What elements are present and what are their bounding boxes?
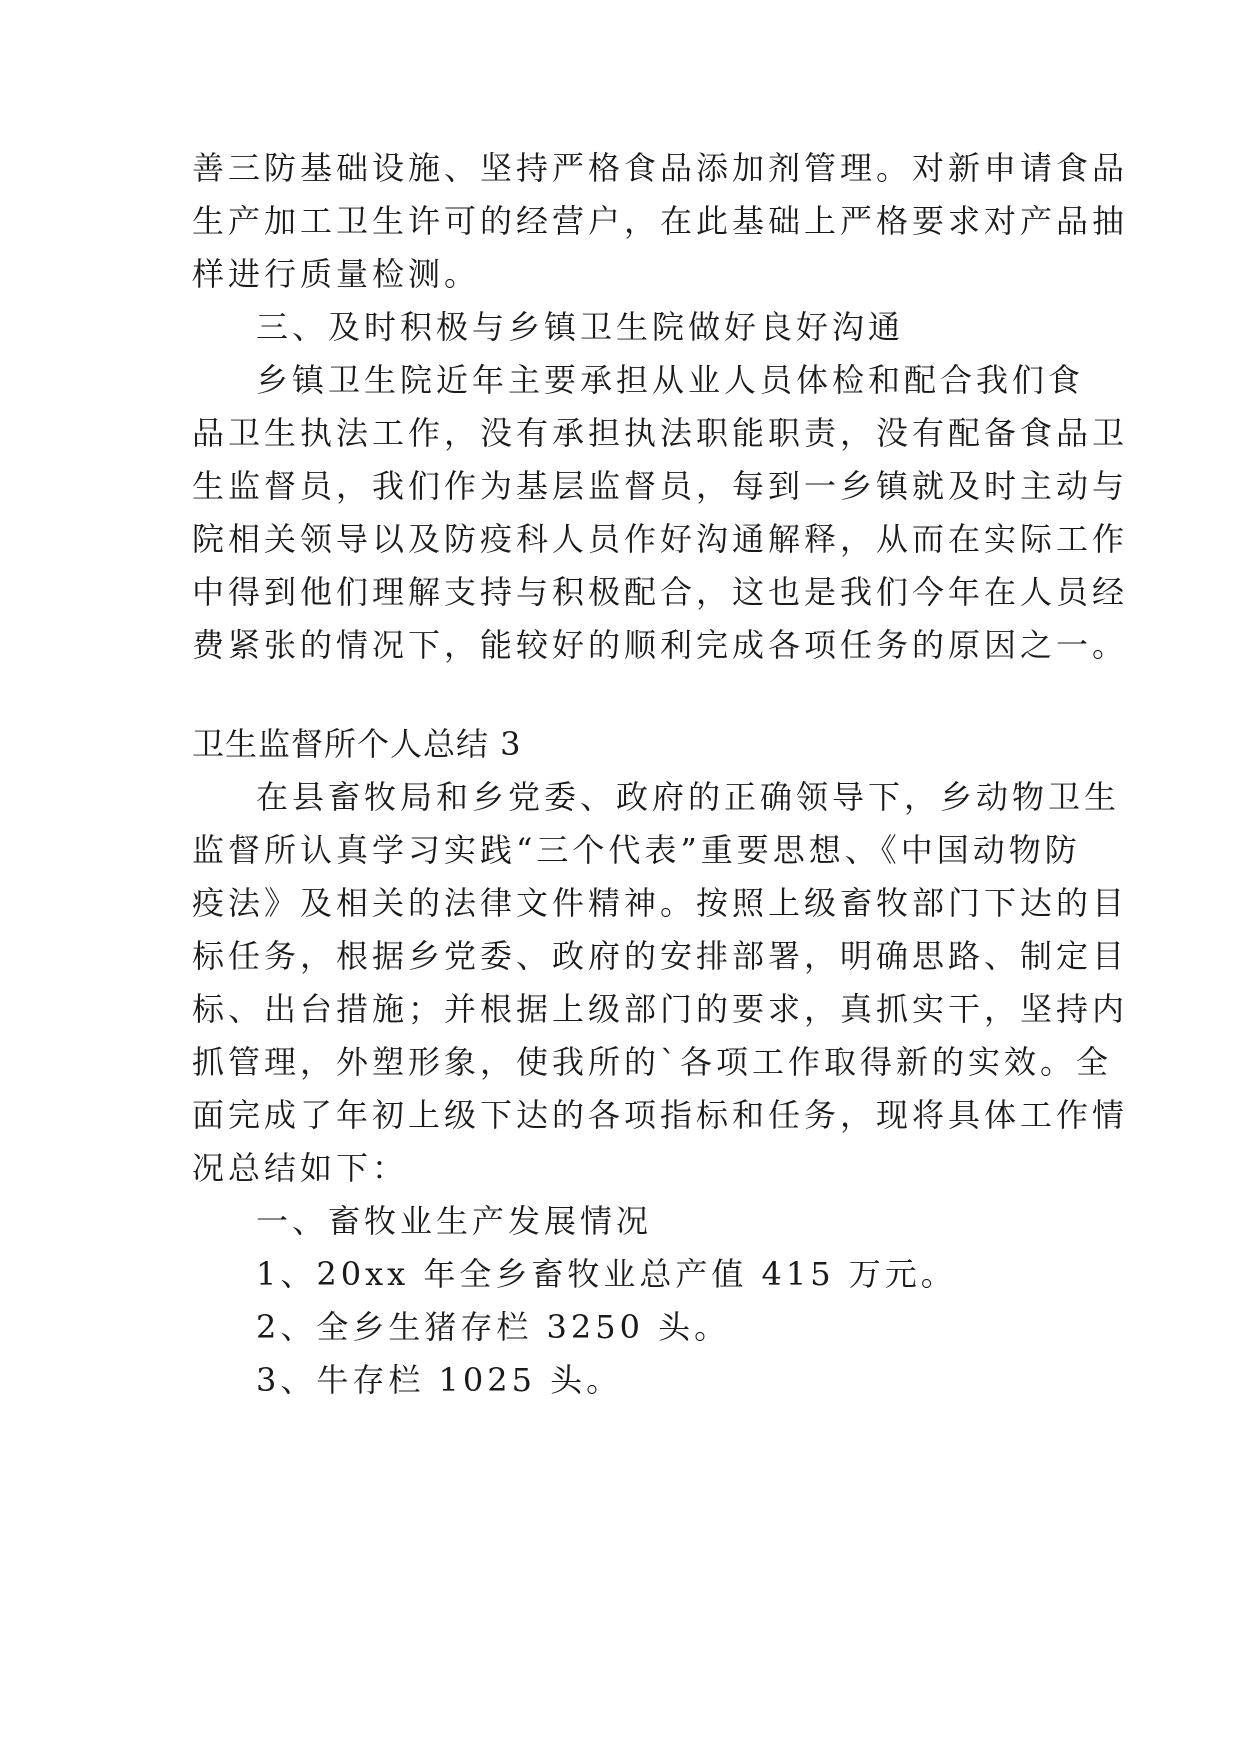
paragraph-line: 样进行质量检测。 <box>192 255 481 293</box>
paragraph-line: 标、出台措施；并根据上级部门的要求，真抓实干，坚持内 <box>192 990 1129 1028</box>
paragraph-line: 况总结如下： <box>192 1149 409 1187</box>
list-item: 1、20xx 年全乡畜牧业总产值 415 万元。 <box>256 1255 957 1293</box>
paragraph-line: 乡镇卫生院近年主要承担从业人员体检和配合我们食 <box>256 361 1085 399</box>
paragraph-line: 生监督员，我们作为基层监督员，每到一乡镇就及时主动与 <box>192 467 1129 505</box>
paragraph-line: 监督所认真学习实践“三个代表”重要思想、《中国动物防 <box>192 831 1081 869</box>
paragraph-line: 中得到他们理解支持与积极配合，这也是我们今年在人员经 <box>192 573 1129 611</box>
paragraph-line: 抓管理，外塑形象，使我所的`各项工作取得新的实效。全 <box>192 1043 1113 1081</box>
paragraph-line: 品卫生执法工作，没有承担执法职能职责，没有配备食品卫 <box>192 414 1129 452</box>
list-item: 3、牛存栏 1025 头。 <box>256 1361 623 1399</box>
list-item: 2、全乡生猪存栏 3250 头。 <box>256 1308 731 1346</box>
paragraph-line: 在县畜牧局和乡党委、政府的正确领导下，乡动物卫生 <box>256 778 1121 816</box>
section-heading: 一、畜牧业生产发展情况 <box>256 1202 653 1240</box>
paragraph-line: 生产加工卫生许可的经营户，在此基础上严格要求对产品抽 <box>192 202 1129 240</box>
paragraph-line: 面完成了年初上级下达的各项指标和任务，现将具体工作情 <box>192 1096 1129 1134</box>
paragraph-line: 善三防基础设施、坚持严格食品添加剂管理。对新申请食品 <box>192 149 1129 187</box>
section-heading: 三、及时积极与乡镇卫生院做好良好沟通 <box>256 308 905 346</box>
paragraph-line: 疫法》及相关的法律文件精神。按照上级畜牧部门下达的目 <box>192 884 1129 922</box>
paragraph-line: 院相关领导以及防疫科人员作好沟通解释，从而在实际工作 <box>192 520 1129 558</box>
paragraph-line: 费紧张的情况下，能较好的顺利完成各项任务的原因之一。 <box>192 626 1129 664</box>
paragraph-line: 标任务，根据乡党委、政府的安排部署，明确思路、制定目 <box>192 937 1129 975</box>
document-title: 卫生监督所个人总结 3 <box>192 725 522 763</box>
